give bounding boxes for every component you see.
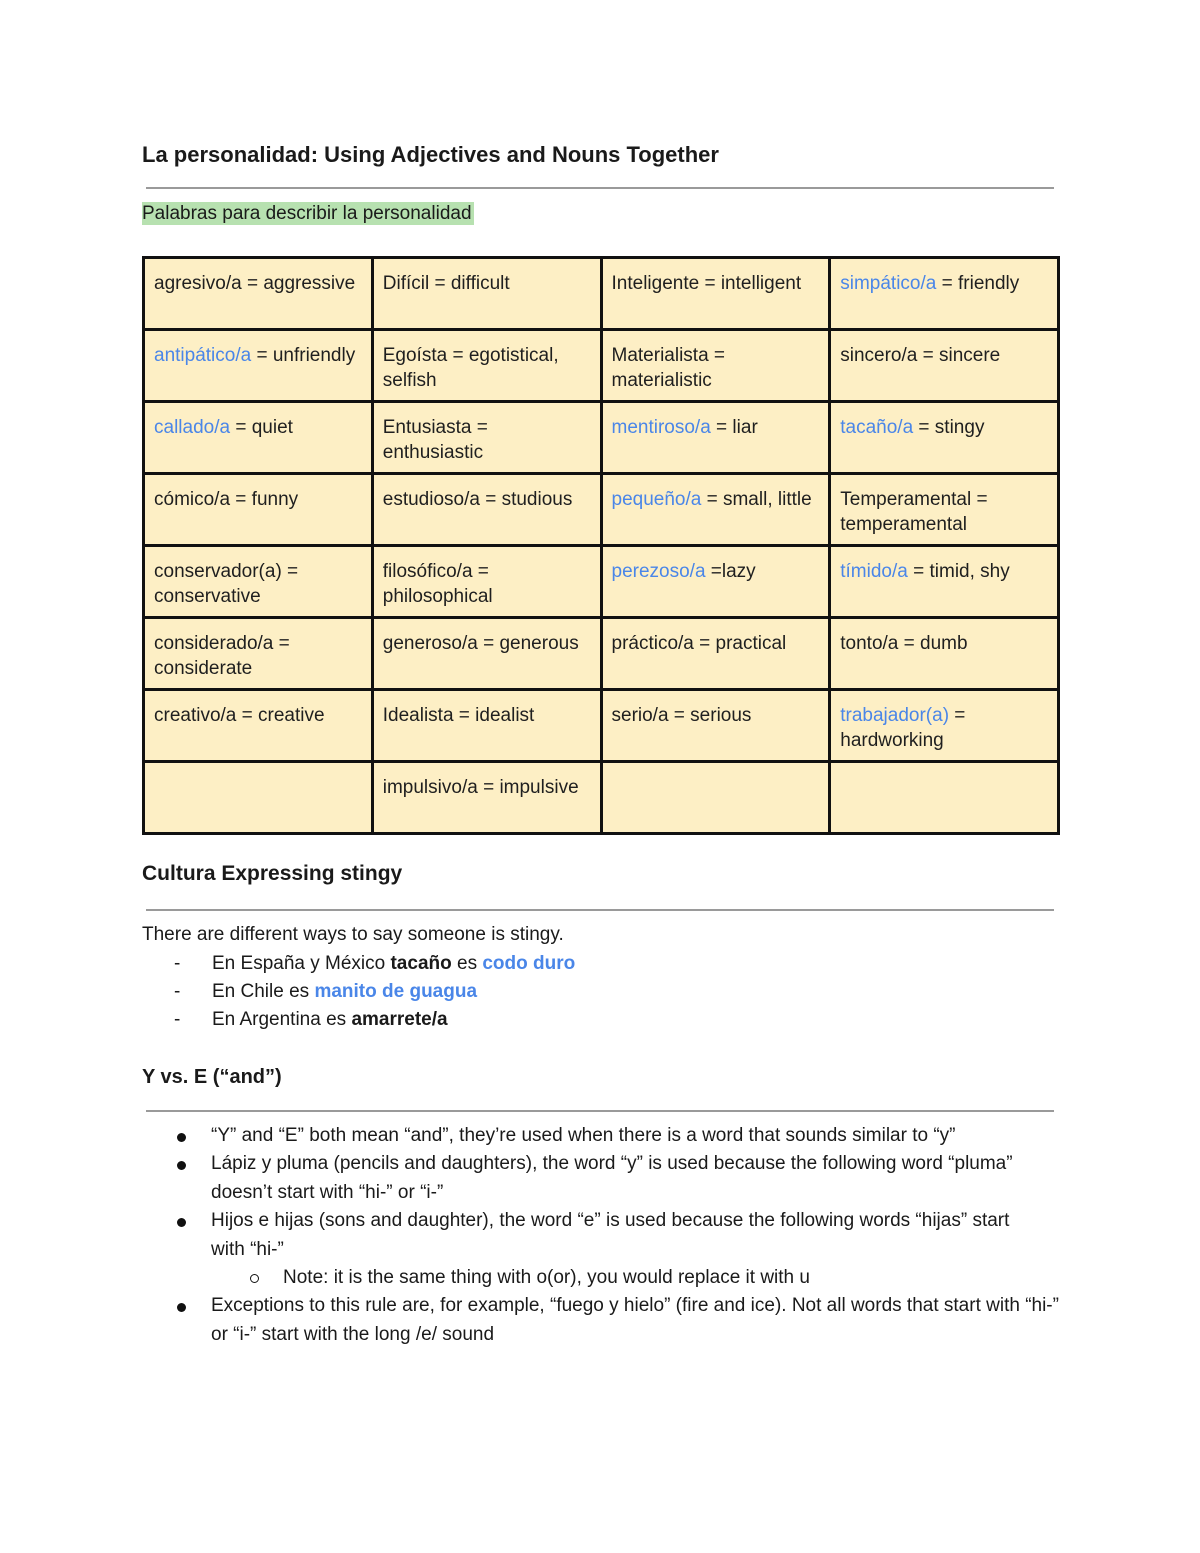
bullet-dot — [177, 1161, 186, 1170]
table-cell — [144, 474, 373, 546]
spanish-word-blue: perezoso/a — [611, 561, 706, 582]
table-row — [144, 546, 1059, 618]
dash-marker: - — [174, 981, 181, 1002]
culture-item — [142, 953, 1102, 975]
table-cell — [601, 258, 830, 330]
table-cell — [830, 618, 1059, 690]
table-cell — [601, 762, 830, 834]
sub-bullet-item: Note: it is the same thing with o(or), you would replace it with u — [283, 1267, 810, 1288]
spanish-word-blue: pequeño/a — [611, 489, 702, 510]
spanish-word-blue: simpático/a — [840, 273, 937, 294]
cell-text: práctico/a = practical — [611, 633, 787, 654]
table-cell — [372, 330, 601, 402]
cell-text: Egoísta = egotistical, selfish — [382, 345, 559, 391]
table-row — [144, 330, 1059, 402]
culture-divider — [146, 909, 1054, 911]
table-cell — [601, 474, 830, 546]
culture-item — [142, 981, 1102, 1003]
sub-bullet-circle — [250, 1274, 259, 1283]
item-middle: es — [451, 953, 483, 974]
bullet-dot — [177, 1218, 186, 1227]
table-cell — [144, 402, 373, 474]
table-cell — [830, 546, 1059, 618]
bullet-item: Hijos e hijas (sons and daughter), the word “e” is used because the following words “hijas” start with “hi-” — [211, 1210, 1010, 1260]
cell-text: Inteligente = intelligent — [611, 273, 802, 294]
bullet-item: Lápiz y pluma (pencils and daughters), the word “y” is used because the following word “pluma” doesn’t start with “hi-” or “i-” — [211, 1153, 1013, 1203]
culture-heading: Cultura Expressing stingy — [142, 862, 403, 885]
cell-text: sincero/a = sincere — [840, 345, 1001, 366]
dash-marker: - — [174, 1009, 181, 1030]
bullet-item: Exceptions to this rule are, for example, “fuego y hielo” (fire and ice). Not all words that start with “hi-” or “i-” start with the long /e/ sound — [211, 1295, 1059, 1345]
cell-text: = quiet — [230, 417, 293, 438]
table-cell — [144, 258, 373, 330]
spanish-word-blue: tacaño/a — [840, 417, 914, 438]
table-row — [144, 690, 1059, 762]
dash-marker: - — [174, 953, 181, 974]
table-cell — [144, 618, 373, 690]
cell-text: = unfriendly — [251, 345, 356, 366]
culture-item — [142, 1009, 1102, 1031]
y-vs-e-heading: Y vs. E (“and”) — [142, 1066, 282, 1088]
item-bold-word: tacaño — [390, 953, 452, 974]
item-blue-phrase: manito de guagua — [314, 981, 478, 1002]
table-row — [144, 474, 1059, 546]
table-row — [144, 762, 1059, 834]
cell-text: considerado/a = considerate — [154, 633, 290, 679]
table-row — [144, 402, 1059, 474]
cell-text: impulsivo/a = impulsive — [382, 777, 579, 798]
table-cell — [372, 258, 601, 330]
spanish-word-blue: mentiroso/a — [611, 417, 711, 438]
highlighted-subtitle: Palabras para describir la personalidad — [142, 203, 472, 224]
bullet-dot — [177, 1133, 186, 1142]
cell-text: filosófico/a = philosophical — [382, 561, 493, 607]
item-prefix: En España y México — [212, 953, 391, 974]
table-cell — [372, 762, 601, 834]
cell-text: Temperamental = temperamental — [840, 489, 988, 535]
table-cell — [372, 690, 601, 762]
cell-text: serio/a = serious — [611, 705, 752, 726]
table-cell — [830, 474, 1059, 546]
cell-text: =lazy — [705, 561, 756, 582]
cell-text: tonto/a = dumb — [840, 633, 968, 654]
table-cell — [830, 402, 1059, 474]
table-cell — [144, 690, 373, 762]
title-divider — [146, 187, 1054, 189]
table-cell — [830, 258, 1059, 330]
item-prefix: En Chile es — [212, 981, 315, 1002]
table-cell — [372, 618, 601, 690]
y-vs-e-divider — [146, 1110, 1054, 1112]
table-cell — [830, 690, 1059, 762]
cell-text: = hardworking — [840, 705, 966, 751]
table-cell — [372, 402, 601, 474]
cell-text: = timid, shy — [907, 561, 1010, 582]
cell-text: cómico/a = funny — [154, 489, 299, 510]
cell-text: creativo/a = creative — [154, 705, 325, 726]
spanish-word-blue: callado/a — [154, 417, 231, 438]
table-cell — [830, 330, 1059, 402]
cell-text: Idealista = idealist — [382, 705, 535, 726]
page-title: La personalidad: Using Adjectives and Nouns Together — [142, 142, 719, 167]
table-cell — [144, 330, 373, 402]
table-cell — [372, 546, 601, 618]
item-prefix: En Argentina es — [212, 1009, 352, 1030]
table-row — [144, 618, 1059, 690]
vocabulary-table — [142, 256, 1060, 835]
table-cell — [372, 474, 601, 546]
cell-text: = friendly — [936, 273, 1020, 294]
table-row — [144, 258, 1059, 330]
cell-text: estudioso/a = studious — [382, 489, 573, 510]
spanish-word-blue: antipático/a — [154, 345, 252, 366]
cell-text: = small, little — [701, 489, 812, 510]
table-cell — [601, 546, 830, 618]
table-cell — [144, 762, 373, 834]
culture-intro: There are different ways to say someone is stingy. — [142, 924, 564, 945]
table-cell — [601, 402, 830, 474]
cell-text: Materialista = materialistic — [611, 345, 726, 391]
table-cell — [601, 330, 830, 402]
cell-text: conservador(a) = conservative — [154, 561, 299, 607]
cell-text: Entusiasta = enthusiastic — [382, 417, 488, 463]
item-bold-word: amarrete/a — [351, 1009, 448, 1030]
cell-text: generoso/a = generous — [382, 633, 579, 654]
spanish-word-blue: tímido/a — [840, 561, 908, 582]
cell-text: Difícil = difficult — [382, 273, 510, 294]
cell-text: = liar — [710, 417, 758, 438]
item-blue-phrase: codo duro — [482, 953, 576, 974]
spanish-word-blue: trabajador(a) — [840, 705, 950, 726]
cell-text: agresivo/a = aggressive — [154, 273, 356, 294]
table-cell — [830, 762, 1059, 834]
table-cell — [601, 690, 830, 762]
cell-text: = stingy — [913, 417, 985, 438]
table-cell — [144, 546, 373, 618]
table-cell — [601, 618, 830, 690]
bullet-item: “Y” and “E” both mean “and”, they’re used when there is a word that sounds similar to “y” — [211, 1125, 956, 1146]
bullet-dot — [177, 1303, 186, 1312]
